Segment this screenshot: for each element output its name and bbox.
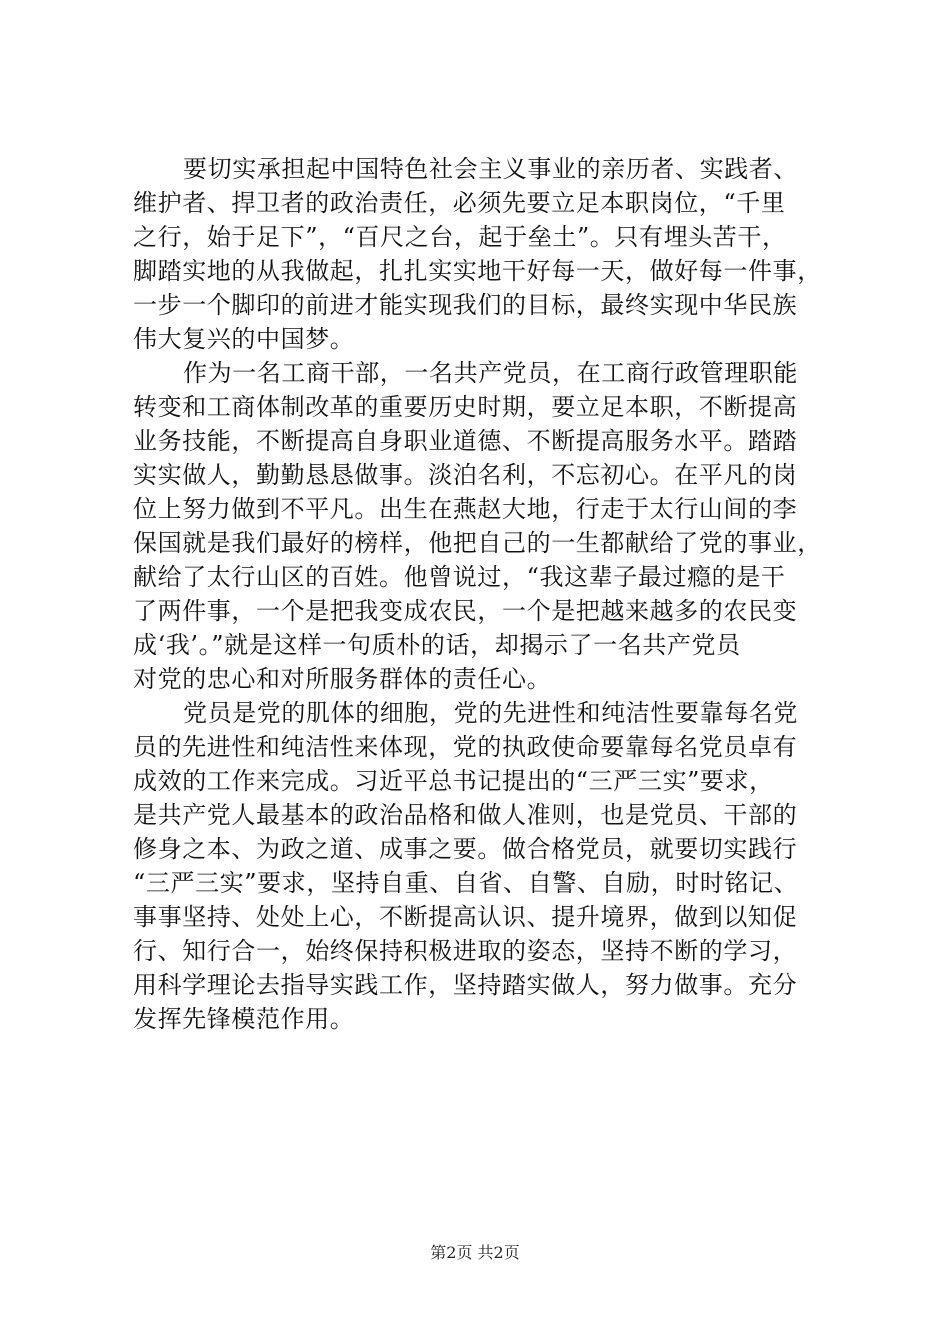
paragraph-2-line-1: 作为一名工商干部，一名共产党员，在工商行政管理职能 bbox=[183, 359, 798, 387]
paragraph-3-line-10: 发挥先锋模范作用。 bbox=[133, 1005, 355, 1033]
paragraph-3-line-8: 行、知行合一，始终保持积极进取的姿态，坚持不断的学习， bbox=[133, 937, 798, 965]
paragraph-3-line-9: 用科学理论去指导实践工作，坚持踏实做人，努力做事。充分 bbox=[133, 971, 798, 999]
paragraph-3-line-7: 事事坚持、处处上心，不断提高认识、提升境界，做到以知促 bbox=[133, 903, 798, 931]
paragraph-1-line-5: 一步一个脚印的前进才能实现我们的目标，最终实现中华民族 bbox=[133, 291, 798, 319]
paragraph-2-line-9: 成‘我’。”就是这样一句质朴的话，却揭示了一名共产党员 bbox=[133, 631, 741, 659]
paragraph-2-line-5: 位上努力做到不平凡。出生在燕赵大地，行走于太行山间的李 bbox=[133, 495, 798, 523]
page-footer: 第2页 共2页 bbox=[430, 1243, 520, 1262]
paragraph-2-line-7: 献给了太行山区的百姓。他曾说过，“我这辈子最过瘾的是干 bbox=[133, 563, 786, 591]
body-text bbox=[133, 152, 833, 1036]
paragraph-2-line-10: 对党的忠心和对所服务群体的责任心。 bbox=[133, 665, 552, 693]
paragraph-1-line-3: 之行，始于足下”，“百尺之台，起于垒土”。只有埋头苦干， bbox=[133, 223, 787, 251]
paragraph-1-line-4: 脚踏实地的从我做起，扎扎实实地干好每一天，做好每一件事， bbox=[133, 257, 822, 285]
paragraph-3-line-3: 成效的工作来完成。习近平总书记提出的“三严三实”要求， bbox=[133, 767, 774, 795]
paragraph-2-line-8: 了两件事，一个是把我变成农民，一个是把越来越多的农民变 bbox=[133, 597, 798, 625]
paragraph-3-line-5: 修身之本、为政之道、成事之要。做合格党员，就要切实践行 bbox=[133, 835, 798, 863]
paragraph-1-line-1: 要切实承担起中国特色社会主义事业的亲历者、实践者、 bbox=[183, 155, 798, 183]
paragraph-2-line-4: 实实做人，勤勤恳恳做事。淡泊名利，不忘初心。在平凡的岗 bbox=[133, 461, 798, 489]
paragraph-2-line-6: 保国就是我们最好的榜样，他把自己的一生都献给了党的事业， bbox=[133, 529, 822, 557]
paragraph-3-line-2: 员的先进性和纯洁性来体现，党的执政使命要靠每名党员卓有 bbox=[133, 733, 798, 761]
paragraph-3-line-1: 党员是党的肌体的细胞，党的先进性和纯洁性要靠每名党 bbox=[183, 699, 798, 727]
paragraph-3-line-6: “三严三实”要求，坚持自重、自省、自警、自励，时时铭记、 bbox=[133, 869, 799, 897]
paragraph-3-line-4: 是共产党人最基本的政治品格和做人准则，也是党员、干部的 bbox=[133, 801, 798, 829]
paragraph-2-line-3: 业务技能，不断提高自身职业道德、不断提高服务水平。踏踏 bbox=[133, 427, 798, 455]
paragraph-1-line-2: 维护者、捍卫者的政治责任，必须先要立足本职岗位，“千里 bbox=[133, 189, 786, 217]
paragraph-2-line-2: 转变和工商体制改革的重要历史时期，要立足本职，不断提高 bbox=[133, 393, 798, 421]
paragraph-1-line-6: 伟大复兴的中国梦。 bbox=[133, 325, 355, 353]
